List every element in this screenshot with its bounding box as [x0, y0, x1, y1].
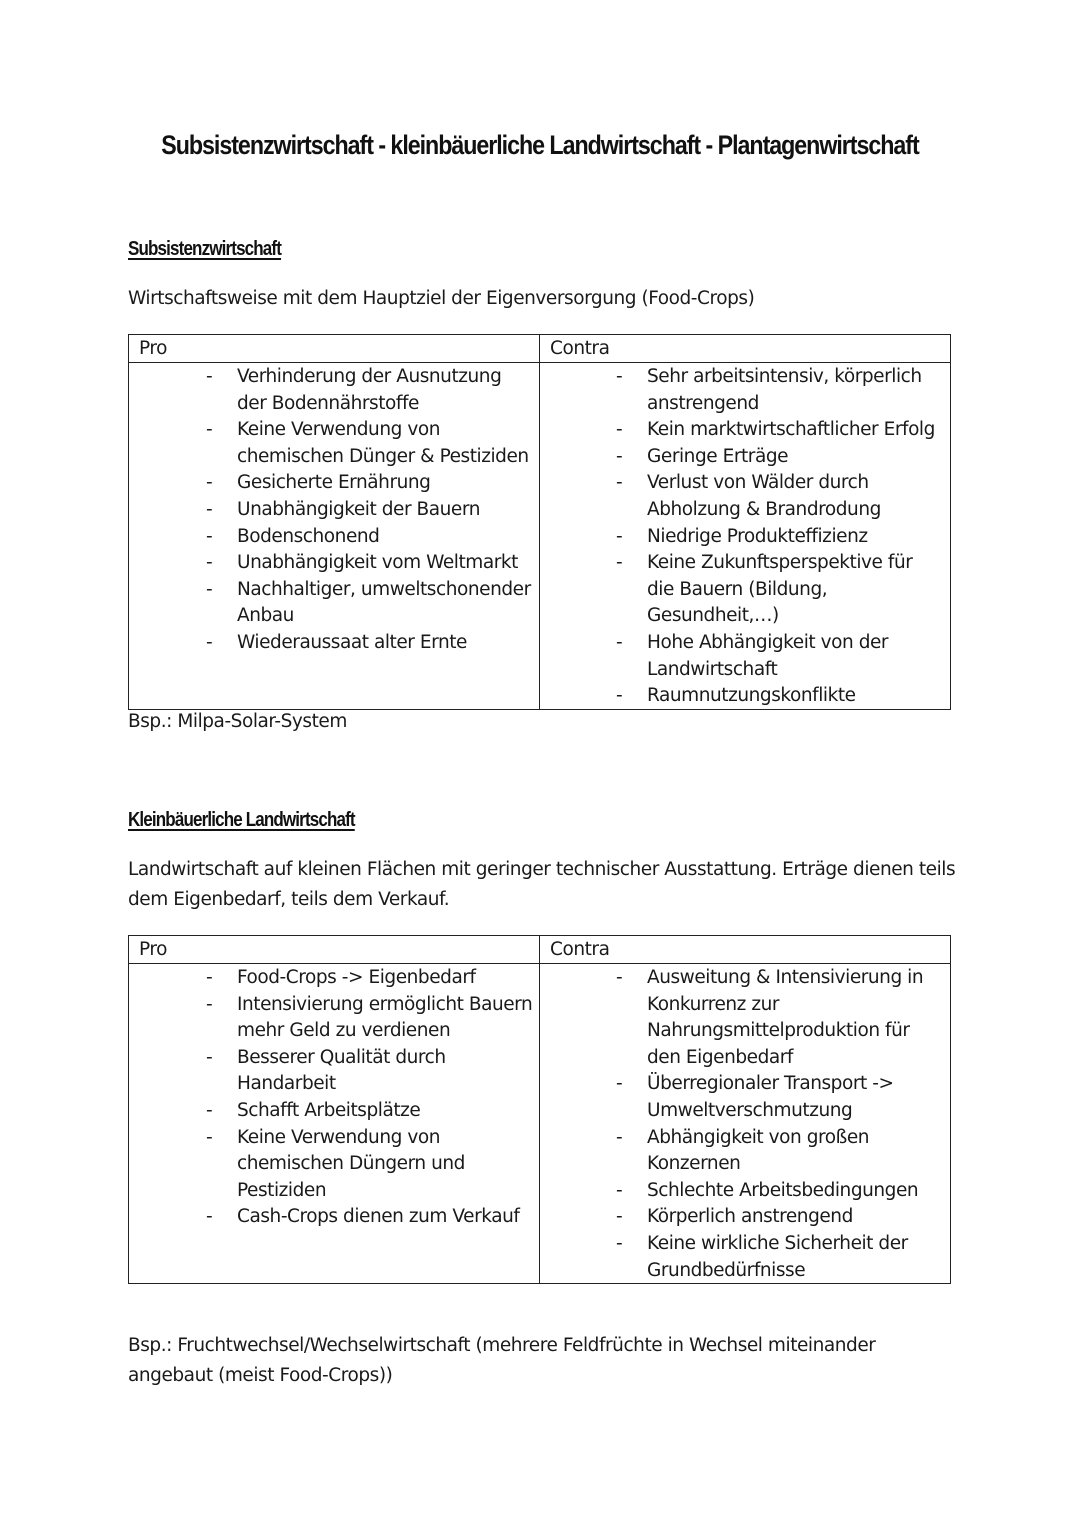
list-item — [540, 470, 950, 523]
contra-list — [540, 363, 950, 710]
list-item — [129, 470, 539, 497]
bullet-dash: - — [206, 578, 213, 600]
bullet-dash: - — [206, 419, 213, 441]
bullet-dash: - — [206, 472, 213, 494]
bullet-dash: - — [206, 631, 213, 653]
list-item-text: Besserer Qualität durch Handarbeit — [237, 1046, 446, 1095]
bullet-dash: - — [206, 1206, 213, 1228]
list-item-text: Wiederaussaat alter Ernte — [237, 631, 467, 653]
list-item-text: Niedrige Produkteffizienz — [647, 525, 868, 547]
bullet-dash: - — [206, 498, 213, 520]
pro-contra-table — [128, 334, 951, 710]
pro-list — [129, 363, 539, 657]
list-item-text: Unabhängigkeit vom Weltmarkt — [237, 552, 518, 574]
bullet-dash: - — [616, 631, 623, 653]
bullet-dash: - — [616, 472, 623, 494]
pro-cell — [129, 964, 540, 1284]
list-item-text: Geringe Erträge — [647, 445, 789, 467]
list-item — [129, 497, 539, 524]
list-item-text: Hohe Abhängigkeit von der Landwirtschaft — [647, 631, 889, 680]
list-item — [129, 550, 539, 577]
list-item — [129, 1098, 539, 1125]
list-item — [540, 1125, 950, 1178]
list-item-text: Keine Verwendung von chemischen Düngern und Pestiziden — [237, 1126, 465, 1201]
table-header-contra: Contra — [540, 335, 950, 363]
list-item-text: Abhängigkeit von großen Konzernen — [647, 1126, 870, 1175]
bullet-dash: - — [616, 1179, 623, 1201]
list-item — [540, 444, 950, 471]
bullet-dash: - — [616, 366, 623, 387]
bullet-dash: - — [616, 967, 623, 988]
list-item — [540, 1204, 950, 1231]
bullet-dash: - — [616, 419, 623, 441]
list-item — [129, 1125, 539, 1205]
bullet-dash: - — [616, 1232, 623, 1254]
list-item — [540, 965, 950, 1071]
list-item-text: Kein marktwirtschaftlicher Erfolg — [647, 419, 935, 441]
list-item-text: Keine wirkliche Sicherheit der Grundbedürfnisse — [647, 1232, 908, 1281]
list-item — [540, 364, 950, 417]
list-item — [540, 683, 950, 710]
list-item-text: Bodenschonend — [237, 525, 380, 547]
bullet-dash: - — [616, 1073, 623, 1095]
pro-cell — [129, 363, 540, 710]
bullet-dash: - — [206, 552, 213, 574]
list-item — [540, 630, 950, 683]
list-item-text: Keine Verwendung von chemischen Dünger & Pestiziden — [237, 419, 529, 467]
example-text: Bsp.: Fruchtwechsel/Wechselwirtschaft (mehrere Feldfrüchte in Wechsel miteinander angebaut (meist Food-Crops)) — [128, 1335, 876, 1386]
list-item-text: Gesicherte Ernährung — [237, 472, 431, 494]
list-item — [129, 524, 539, 551]
contra-cell — [540, 964, 950, 1284]
table-header-contra: Contra — [540, 936, 950, 964]
list-item-text: Verhinderung der Ausnutzung der Bodennährstoffe — [237, 366, 502, 414]
list-item — [540, 1071, 950, 1124]
bullet-dash: - — [616, 552, 623, 574]
list-item-text: Keine Zukunftsperspektive für die Bauern (Bildung, Gesundheit,…) — [647, 552, 913, 627]
bullet-dash: - — [616, 525, 623, 547]
list-item-text: Überregionaler Transport -> Umweltverschmutzung — [647, 1073, 894, 1121]
bullet-dash: - — [206, 1126, 213, 1148]
list-item — [129, 417, 539, 470]
list-item — [129, 364, 539, 417]
list-item — [540, 1178, 950, 1205]
list-item-text: Raumnutzungskonflikte — [647, 685, 856, 707]
list-item-text: Cash-Crops dienen zum Verkauf — [237, 1206, 520, 1228]
bullet-dash: - — [616, 1206, 623, 1228]
list-item-text: Intensivierung ermöglicht Bauern mehr Geld zu verdienen — [237, 993, 533, 1042]
bullet-dash: - — [206, 993, 213, 1015]
section-intro: Wirtschaftsweise mit dem Hauptziel der Eigenversorgung (Food-Crops) — [128, 288, 755, 309]
list-item — [129, 577, 539, 630]
example-text: Bsp.: Milpa-Solar-System — [128, 711, 347, 732]
document-title: Subsistenzwirtschaft - kleinbäuerliche Landwirtschaft - Plantagenwirtschaft — [161, 130, 919, 160]
bullet-dash: - — [206, 967, 213, 988]
list-item — [129, 1204, 539, 1231]
list-item-text: Food-Crops -> Eigenbedarf — [237, 967, 476, 988]
list-item — [129, 965, 539, 992]
list-item — [540, 1231, 950, 1284]
bullet-dash: - — [206, 366, 213, 387]
bullet-dash: - — [206, 525, 213, 547]
bullet-dash: - — [206, 1046, 213, 1068]
list-item-text: Verlust von Wälder durch Abholzung & Brandrodung — [647, 472, 881, 520]
section-heading-subsistenzwirtschaft: Subsistenzwirtschaft — [128, 238, 282, 260]
table-header-pro: Pro — [129, 936, 540, 964]
list-item-text: Nachhaltiger, umweltschonender Anbau — [237, 578, 531, 627]
list-item-text: Sehr arbeitsintensiv, körperlich anstrengend — [647, 366, 922, 414]
contra-list — [540, 964, 950, 1284]
pro-contra-table — [128, 935, 951, 1284]
list-item — [540, 550, 950, 630]
section-heading-kleinbaeuerliche-landwirtschaft: Kleinbäuerliche Landwirtschaft — [128, 809, 355, 831]
bullet-dash: - — [616, 685, 623, 707]
list-item — [129, 630, 539, 657]
bullet-dash: - — [206, 1099, 213, 1121]
contra-cell — [540, 363, 950, 710]
table-header-pro: Pro — [129, 335, 540, 363]
section-intro: Landwirtschaft auf kleinen Flächen mit geringer technischer Ausstattung. Erträge dienen teils dem Eigenbedarf, teils dem Verkauf. — [128, 859, 956, 910]
bullet-dash: - — [616, 1126, 623, 1148]
list-item — [540, 524, 950, 551]
list-item-text: Schafft Arbeitsplätze — [237, 1099, 421, 1121]
list-item-text: Schlechte Arbeitsbedingungen — [647, 1179, 919, 1201]
pro-list — [129, 964, 539, 1231]
list-item — [540, 417, 950, 444]
list-item-text: Körperlich anstrengend — [647, 1206, 853, 1228]
list-item — [129, 992, 539, 1045]
bullet-dash: - — [616, 445, 623, 467]
list-item-text: Unabhängigkeit der Bauern — [237, 498, 480, 520]
list-item — [129, 1045, 539, 1098]
list-item-text: Ausweitung & Intensivierung in Konkurrenz zur Nahrungsmittelproduktion für den Eigenbedarf — [647, 967, 924, 1068]
